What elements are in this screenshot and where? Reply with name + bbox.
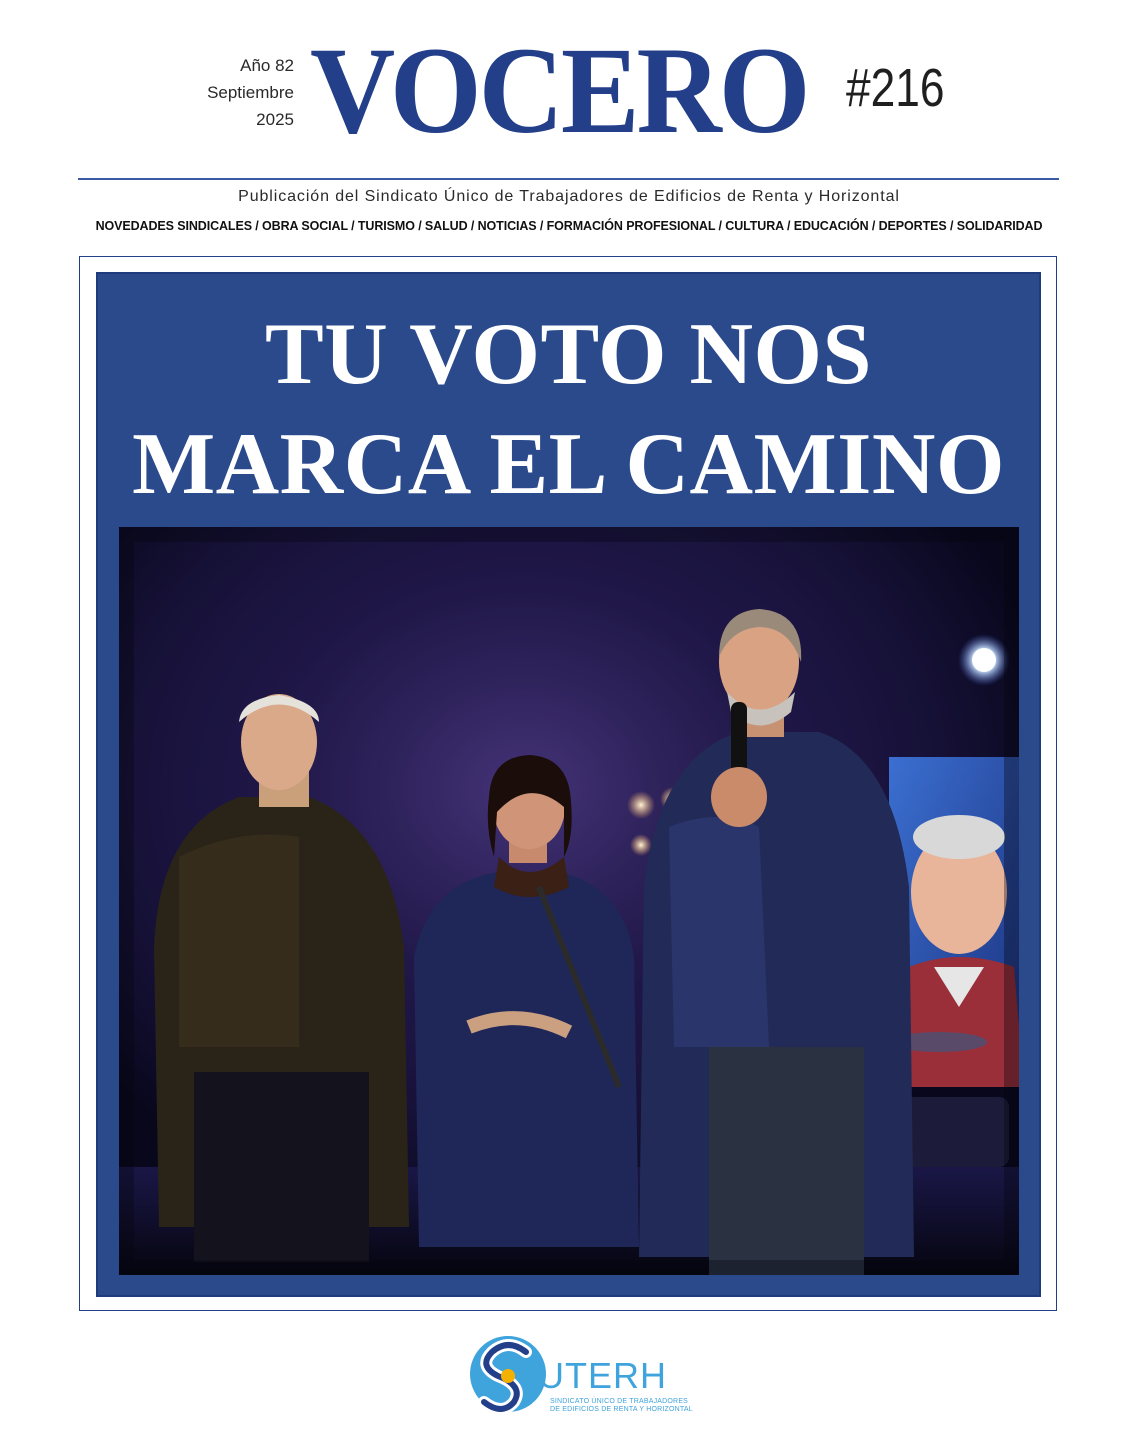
year-label: Año 82	[240, 56, 294, 75]
suterh-wordmark: UTERH	[538, 1355, 667, 1396]
sections-list: NOVEDADES SINDICALES / OBRA SOCIAL / TURISMO / SALUD / NOTICIAS / FORMACIÓN PROFESIONAL / CULTURA / EDUCACIÓN / DEPORTES / SOLIDARIDAD	[95, 219, 1043, 233]
cover-photo-illustration	[119, 527, 1019, 1275]
suterh-subtitle-line-2: DE EDIFICIOS DE RENTA Y HORIZONTAL	[550, 1406, 693, 1413]
publication-title: VOCERO	[310, 21, 808, 160]
warm-light	[627, 791, 655, 819]
suterh-subtitle-line-1: SINDICATO ÚNICO DE TRABAJADORES	[550, 1398, 689, 1405]
suterh-subtitle	[550, 1398, 710, 1414]
suterh-logo	[468, 1326, 708, 1430]
microphone	[731, 702, 747, 777]
cover-photo	[119, 527, 1019, 1275]
issue-number: #216	[846, 58, 945, 118]
month-label: Septiembre	[207, 83, 294, 102]
headline-line-1: TU VOTO NOS	[265, 306, 872, 403]
cover-headline	[98, 300, 1039, 520]
masthead	[0, 0, 1138, 180]
cover-panel	[98, 274, 1039, 1295]
masthead-divider	[78, 178, 1059, 180]
year-value: 2025	[256, 110, 294, 129]
publication-subtitle: Publicación del Sindicato Único de Trabajadores de Edificios de Renta y Horizontal	[238, 188, 900, 205]
issue-info	[170, 52, 294, 133]
headline-line-2: MARCA EL CAMINO	[132, 416, 1005, 513]
